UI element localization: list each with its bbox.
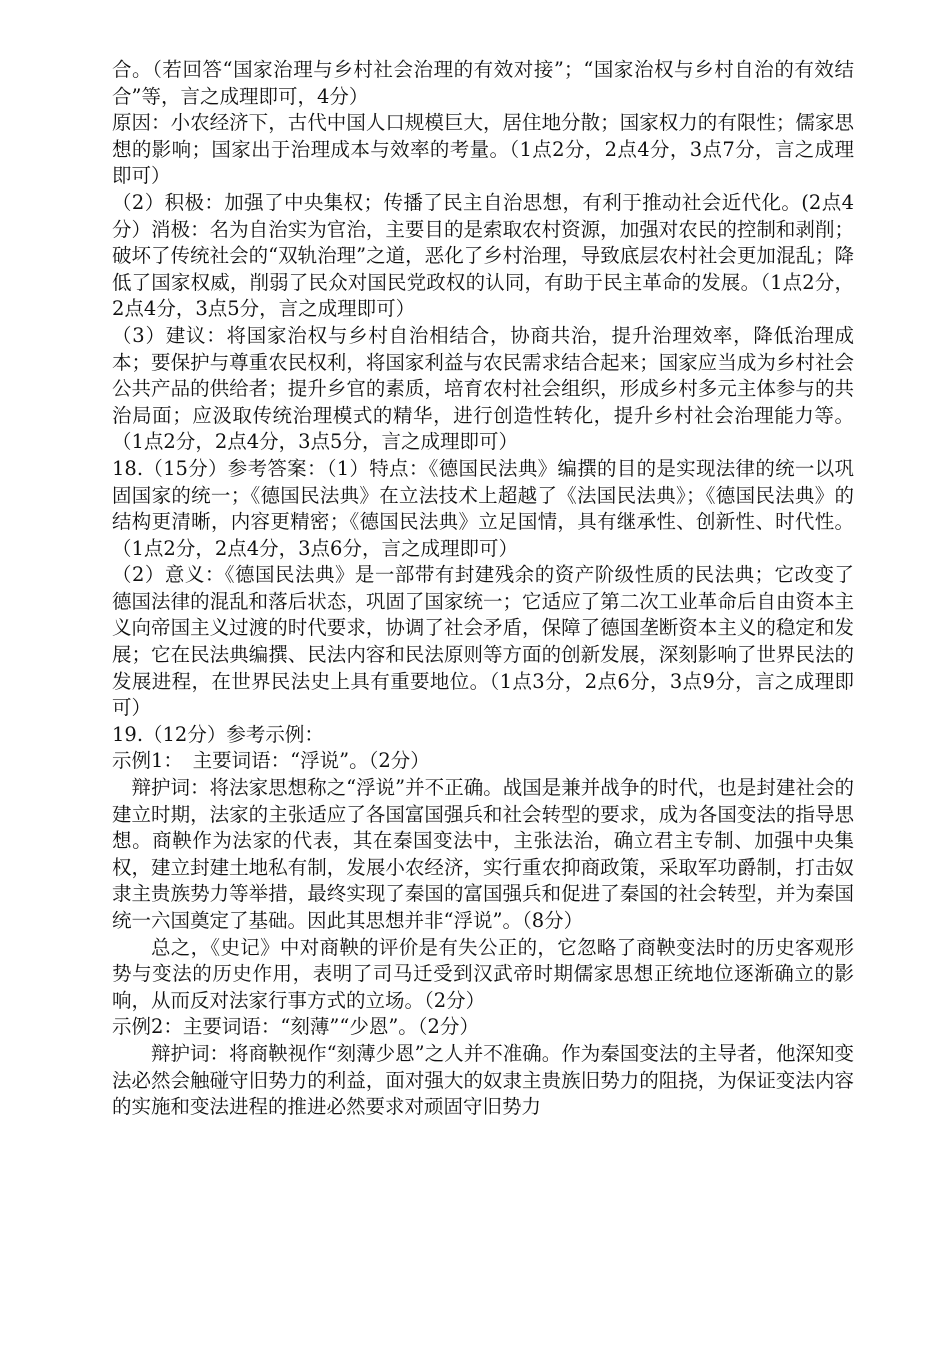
paragraph-q17-part3: （3）建议：将国家治权与乡村自治相结合，协商共治，提升治理效率，降低治理成本；要保护与尊重农民权利，将国家利益与农民需求结合起来；国家应当成为乡村社会公共产品的供给者；提升乡官的素质，培育农村社会组织，形成乡村多元主体参与的共治局面；应汲取传统治理模式的精华，进行创造性转化，提升乡村社会治理能力等。（1点2分，2点4分，3点5分，言之成理即可） [112, 323, 854, 454]
paragraph-example1-heading: 示例1： 主要词语：“浮说”。（2分） [112, 749, 430, 773]
paragraph-q19-heading: 19.（12分）参考示例： [112, 722, 324, 746]
paragraph-reasons: 原因：小农经济下，古代中国人口规模巨大，居住地分散；国家权力的有限性；儒家思想的影响；国家出于治理成本与效率的考量。（1点2分，2点4分，3点7分，言之成理即可） [112, 111, 854, 188]
paragraph-example1-summary: 总之，《史记》中对商鞅的评价是有失公正的，它忽略了商鞅变法时的历史客观形势与变法的历史作用，表明了司马迁受到汉武帝时期儒家思想正统地位逐渐确立的影响，从而反对法家行事方式的立场。（2分） [112, 935, 854, 1012]
paragraph-example2-defense: 辩护词：将商鞅视作“刻薄少恩”之人并不准确。作为秦国变法的主导者，他深知变法必然会触碰守旧势力的利益，面对强大的奴隶主贵族旧势力的阻挠，为保证变法内容的实施和变法进程的推进必然要求对顽固守旧势力 [112, 1041, 854, 1119]
paragraph-example2-heading: 示例2：主要词语：“刻薄”“少恩”。（2分） [112, 1015, 479, 1039]
paragraph-q18-part1: 18.（15分）参考答案：（1）特点：《德国民法典》编撰的目的是实现法律的统一以巩固国家的统一；《德国民法典》在立法技术上超越了《法国民法典》；《德国民法典》的结构更清晰，内容更精密；《德国民法典》立足国情，具有继承性、创新性、时代性。（1点2分，2点4分，3点6分，言之成理即可） [112, 456, 854, 560]
paragraph-q17-part2: （2）积极：加强了中央集权；传播了民主自治思想，有利于推动社会近代化。(2点4分）消极：名为自治实为官治，主要目的是索取农村资源，加强对农民的控制和剥削；破坏了传统社会的“双轨治理”之道，恶化了乡村治理，导致底层农村社会更加混乱；降低了国家权威，削弱了民众对国民党政权的认同，有助于民主革命的发展。（1点2分，2点4分，3点5分，言之成理即可） [112, 190, 854, 321]
document-page [112, 57, 854, 1121]
paragraph-example1-defense: 辩护词：将法家思想称之“浮说”并不正确。战国是兼并战争的时代，也是封建社会的建立时期，法家的主张适应了各国富国强兵和社会转型的要求，成为各国变法的指导思想。商鞅作为法家的代表，其在秦国变法中，主张法治，确立君主专制、加强中央集权，建立封建土地私有制，发展小农经济，实行重农抑商政策，采取军功爵制，打击奴隶主贵族势力等举措，最终实现了秦国的富国强兵和促进了秦国的社会转型，并为秦国统一六国奠定了基础。因此其思想并非“浮说”。（8分） [112, 776, 854, 932]
paragraph-answer-part-end: 合。（若回答“国家治理与乡村社会治理的有效对接”；“国家治权与乡村自治的有效结合”等，言之成理即可，4分） [112, 58, 854, 108]
paragraph-q18-part2: （2）意义：《德国民法典》是一部带有封建残余的资产阶级性质的民法典；它改变了德国法律的混乱和落后状态，巩固了国家统一；它适应了第二次工业革命后自由资本主义向帝国主义过渡的时代要求，协调了社会矛盾，保障了德国垄断资本主义的稳定和发展；它在民法典编撰、民法内容和民法原则等方面的创新发展，深刻影响了世界民法的发展进程，在世界民法史上具有重要地位。（1点3分，2点6分，3点9分，言之成理即可） [112, 563, 854, 720]
